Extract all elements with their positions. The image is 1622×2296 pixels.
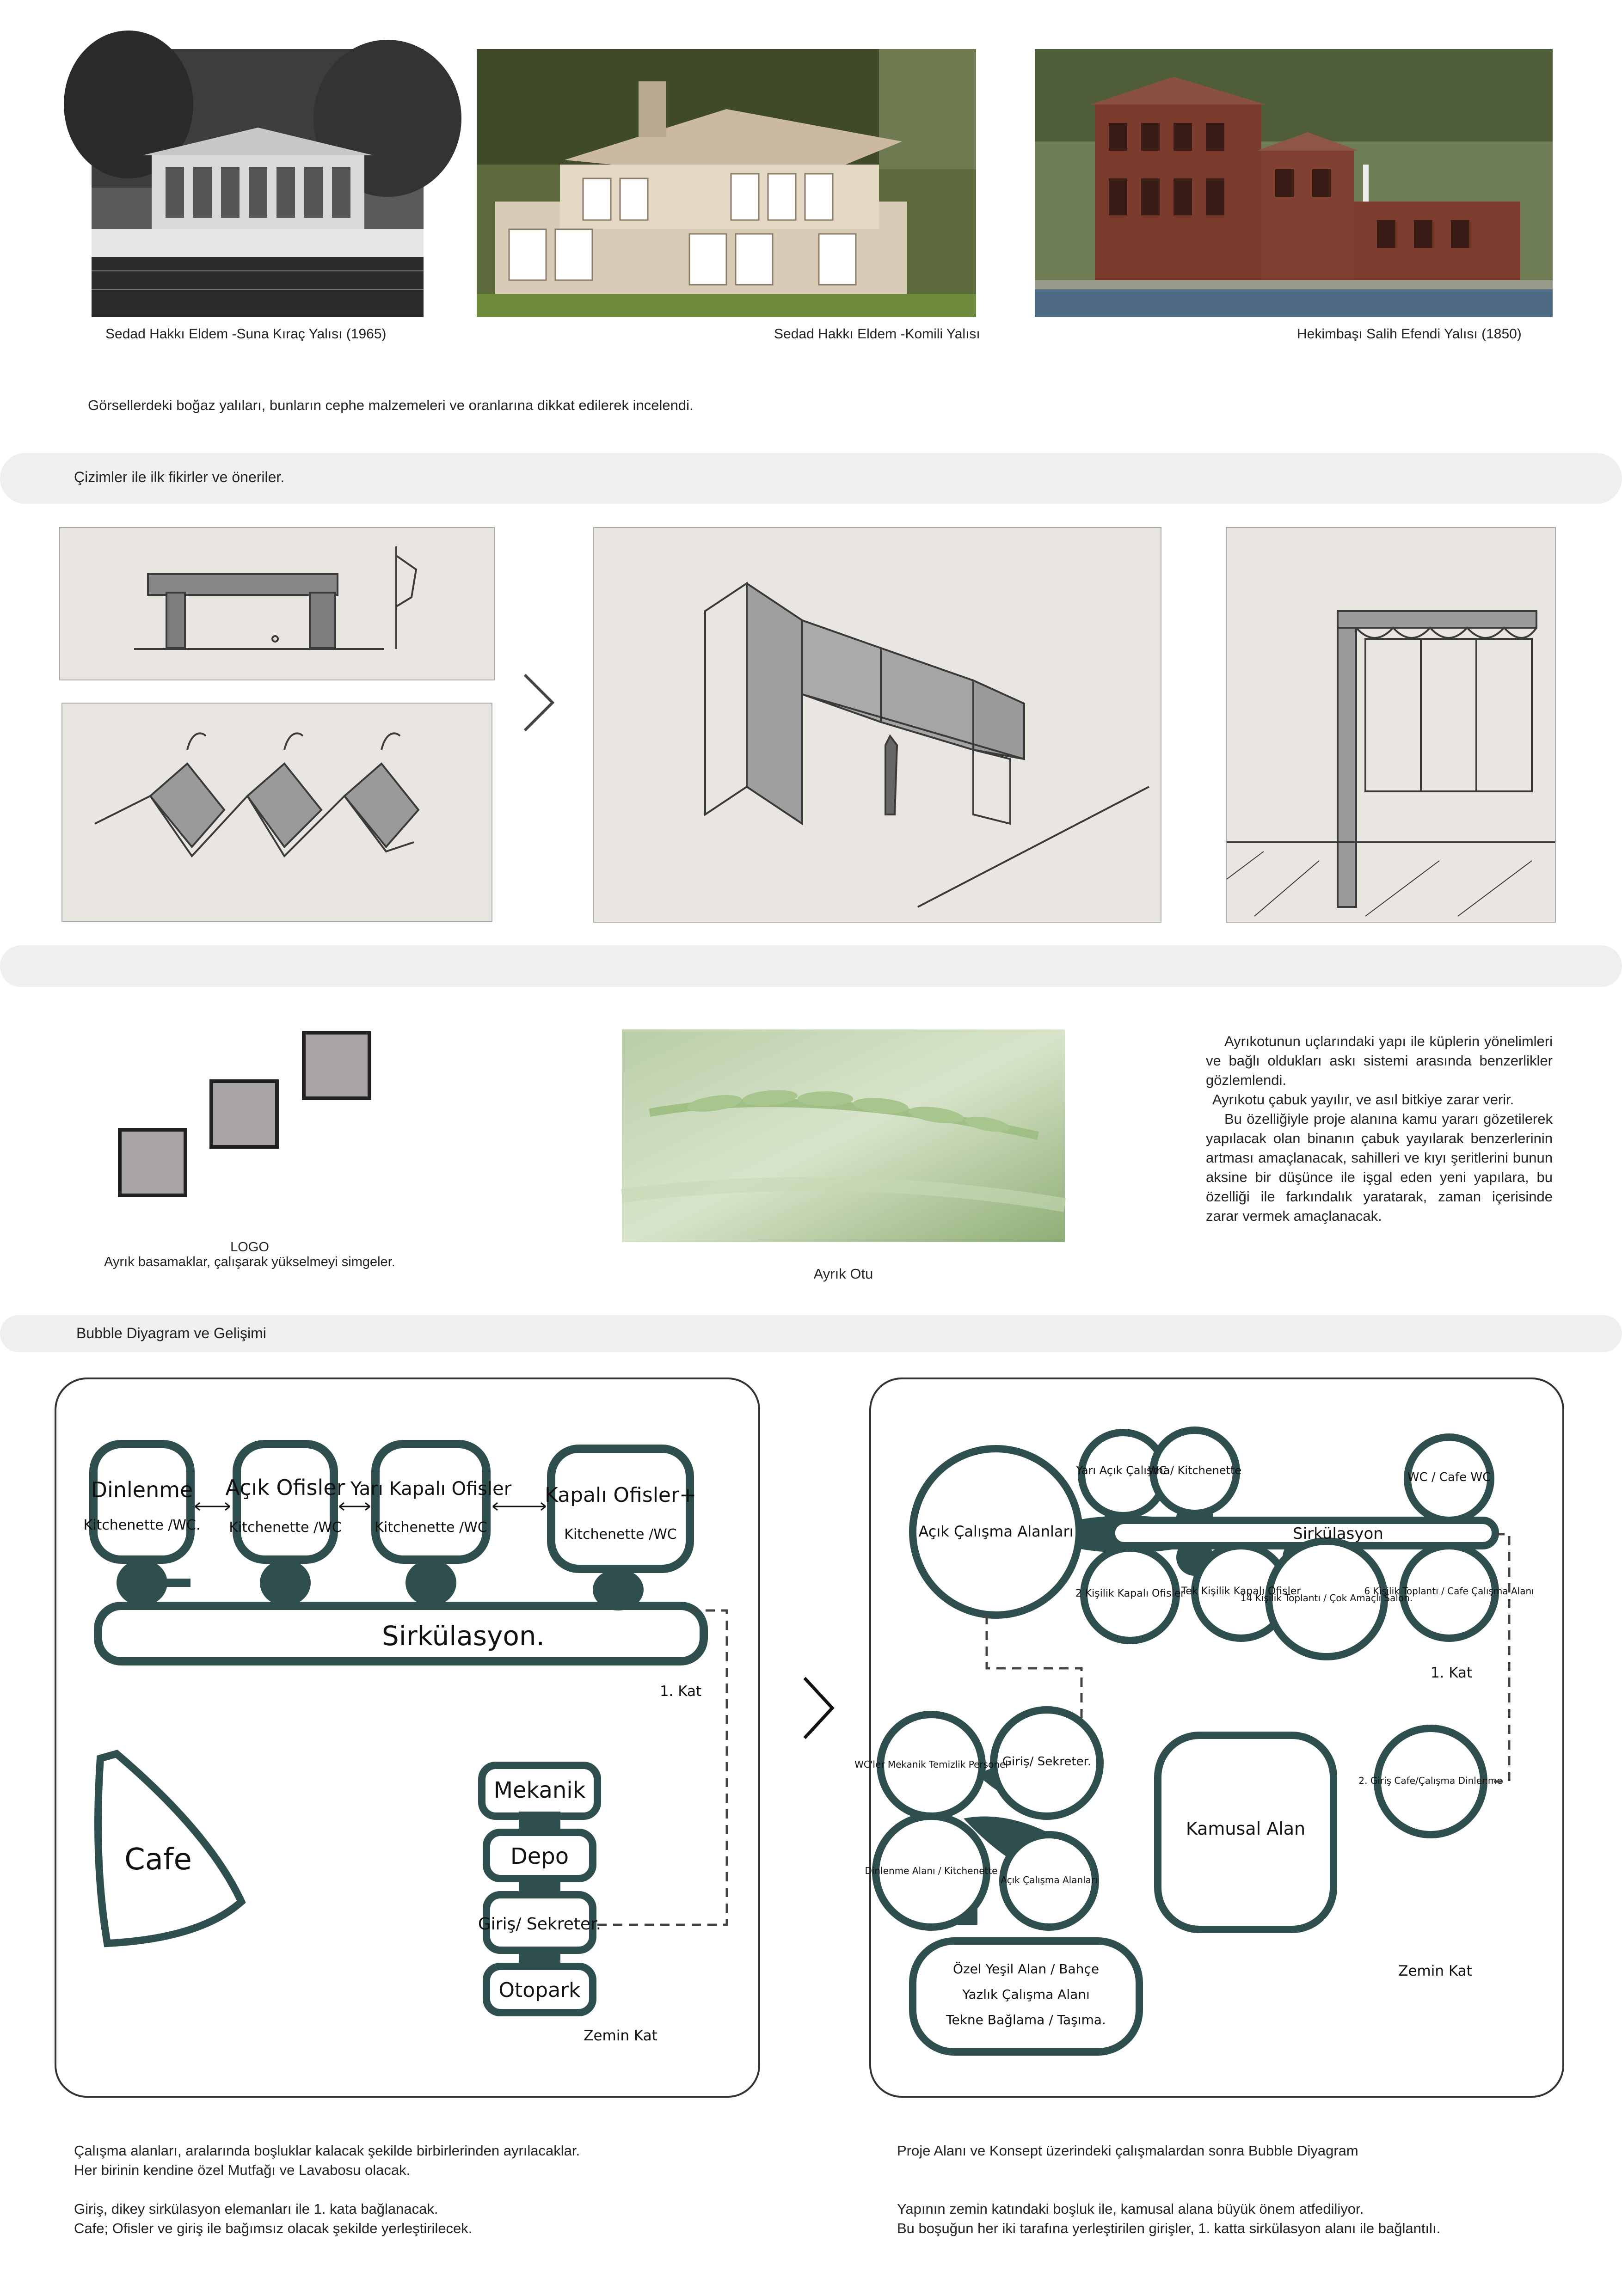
d2-yari-acik: Yarı Açık Çalışma [1076, 1464, 1170, 1477]
d2-giris: Giriş/ Sekreter. [1002, 1755, 1092, 1769]
d2-acik-calisma: Açık Çalışma Alanları [918, 1523, 1074, 1540]
bottom-left-line-3: Giriş, dikey sirkülasyon elemanları ile 1. kata bağlanacak. [74, 2201, 438, 2217]
section1-title: Çizimler ile ilk fikirler ve öneriler. [74, 469, 285, 485]
d1-stack-giris: Giriş/ Sekreter. [478, 1915, 602, 1934]
sketch-perspective [593, 527, 1161, 923]
d2-wcler: WC'ler Mekanik Temizlik Personel [854, 1759, 1008, 1770]
d1-cafe-label: Cafe [124, 1843, 192, 1877]
d1-ground-label: Zemin Kat [584, 2027, 657, 2044]
chevron-right-icon [520, 670, 557, 735]
section-band-2 [0, 945, 1622, 987]
d1-label-kapali-ofisler: Kapalı Ofisler+ [545, 1483, 696, 1507]
d2-sirkulasyon: Sirkülasyon [1293, 1525, 1383, 1543]
photo-komili-yalisi [477, 49, 976, 317]
d2-2giris: 2. Giriş Cafe/Çalışma Dinlenme [1358, 1775, 1503, 1786]
d2-ground-label: Zemin Kat [1398, 1963, 1472, 1979]
bottom-left-line-4: Cafe; Ofisler ve giriş ile bağımsız olacak şekilde yerleştirilecek. [74, 2220, 473, 2236]
d1-stack-depo: Depo [510, 1843, 569, 1869]
d1-label-kitchenette-1: Kitchenette /WC. [83, 1517, 201, 1533]
bottom-left-text [74, 2141, 768, 2238]
photo-caption-1: Sedad Hakkı Eldem -Suna Kıraç Yalısı (1965) [105, 326, 387, 342]
logo-square-3 [302, 1031, 371, 1100]
intro-text: Görsellerdeki boğaz yalıları, bunların cephe malzemeleri ve oranlarına dikkat edilerek incelendi. [88, 397, 694, 413]
concept-paragraph-2: Ayrıkotu çabuk yayılır, ve asıl bitkiye zarar verir. [1212, 1091, 1514, 1108]
d2-acik-calisma-2: Açık Çalışma Alanları [1001, 1874, 1098, 1886]
d1-label-yari-kapali: Yarı Kapalı Ofisler [350, 1478, 512, 1500]
d2-wc-kitchenette: WC / Kitchenette [1148, 1464, 1242, 1477]
logo-subtitle: Ayrık basamaklar, çalışarak yükselmeyi simgeler. [104, 1255, 395, 1269]
logo-mark [118, 1029, 344, 1209]
bottom-left-line-1: Çalışma alanları, aralarında boşluklar kalacak şekilde birbirlerinden ayrılacaklar. [74, 2143, 580, 2159]
d1-label-kitchenette-3: Kitchenette /WC [375, 1519, 487, 1536]
d1-label-acik-ofisler: Açık Ofisler [225, 1475, 345, 1500]
concept-paragraph-1: Ayrıkotunun uçlarındaki yapı ile küplerin yönelimleri ve bağlı oldukları askı sistemi arasında benzerlikler gözlemlendi. [1206, 1033, 1553, 1088]
d2-ozel-yesil: Özel Yeşil Alan / Bahçe [952, 1961, 1100, 1977]
sketch-section [1226, 527, 1556, 923]
d2-6kisilik: 6 Kişilik Toplantı / Cafe Çalışma Alanı [1364, 1586, 1534, 1597]
bottom-right-line-2: Yapının zemin katındaki boşluk ile, kamusal alana büyük önem atfediliyor. [897, 2201, 1364, 2217]
bottom-right-line-1: Proje Alanı ve Konsept üzerindeki çalışmalardan sonra Bubble Diyagram [897, 2143, 1358, 2159]
d2-kamusal: Kamusal Alan [1186, 1818, 1306, 1839]
d2-tek-kisilik: Tek Kişilik Kapalı Ofisler [1181, 1586, 1301, 1597]
d1-circulation-label: Sirkülasyon. [381, 1620, 545, 1652]
bottom-right-text [897, 2141, 1567, 2238]
sketch-elevation [59, 527, 495, 680]
d2-dinlenme: Dinlenme Alanı / Kitchenette [865, 1865, 998, 1876]
d2-floor1-label: 1. Kat [1430, 1665, 1473, 1681]
chevron-right-icon [800, 1673, 837, 1743]
section2-title: Bubble Diyagram ve Gelişimi [76, 1325, 266, 1341]
d2-yazlik: Yazlık Çalışma Alanı [962, 1987, 1090, 2002]
logo-square-2 [209, 1079, 279, 1149]
photo-hekimbasi-yalisi [1035, 49, 1553, 317]
d2-14kisilik: 14 Kişilik Toplantı / Çok Amaçlı Salon. [1240, 1592, 1413, 1604]
d2-wc-cafe: WC / Cafe WC [1407, 1470, 1491, 1484]
d1-label-kitchenette-2: Kitchenette /WC [229, 1519, 342, 1536]
concept-paragraph-3: Bu özelliğiyle proje alanına kamu yararı gözetilerek yapılacak olan binanın çabuk yayılarak benzerlerinin artması amaçlanacak, sahilleri ve kıyı şeritlerini bunun aksine bir düşünce ile işgal eden yeni yapılara, bu özelliği ile farkındalık yaratarak, zaman içerisinde zarar vermek amaçlanacak. [1206, 1111, 1553, 1224]
photo-suna-kirac-yalisi [92, 49, 424, 317]
bottom-right-line-3: Bu boşuğun her iki tarafına yerleştirilen girişler, 1. katta sirkülasyon alanı ile bağlantılı. [897, 2220, 1441, 2236]
bubble-diagram-2 [854, 1378, 1564, 2098]
d1-label-kitchenette-4: Kitchenette /WC [564, 1526, 677, 1543]
logo-title: LOGO [230, 1240, 269, 1255]
bottom-left-line-2: Her birinin kendine özel Mutfağı ve Lavabosu olacak. [74, 2162, 411, 2178]
bubble-diagram-1 [55, 1378, 760, 2098]
grass-caption: Ayrık Otu [813, 1266, 873, 1282]
sketch-plan [61, 703, 492, 922]
d2-2kisilik: 2 Kişilik Kapalı Ofisler [1075, 1588, 1185, 1599]
logo-square-1 [118, 1128, 187, 1197]
d1-floor1-label: 1. Kat [659, 1683, 702, 1700]
d1-stack-otopark: Otopark [498, 1978, 581, 2002]
concept-text [1206, 1032, 1553, 1226]
grass-photo [622, 1029, 1065, 1242]
d1-stack-mekanik: Mekanik [493, 1777, 586, 1803]
d1-label-dinlenme: Dinlenme [91, 1477, 193, 1502]
photo-caption-3: Hekimbaşı Salih Efendi Yalısı (1850) [1297, 326, 1522, 342]
d2-tekne: Tekne Bağlama / Taşıma. [946, 2012, 1106, 2027]
photo-caption-2: Sedad Hakkı Eldem -Komili Yalısı [774, 326, 980, 342]
